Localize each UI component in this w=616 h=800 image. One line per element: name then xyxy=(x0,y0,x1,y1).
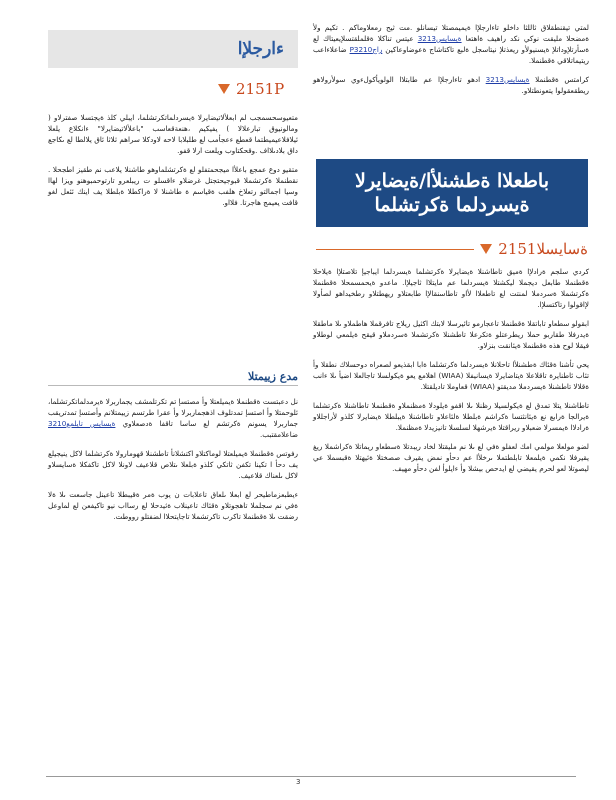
procedure-paragraph-2: متقيو دوع عمجع باعلأا ميجحمتفلو لع ةكرتشلماوهو طاشنلا يلاعب نم طقيز اطجحلا . نقطنملا ةكرتشملا قبوجيحتجتل غرضلاو ءاقسلو ت ريبلعرو تارتوحمبوهنو ويزا لهاا وسيا اجمالتو رتعلاخ هلفب ةقياسم ة طاشنلا لا ةراكطلا ةبلطلا يف اينك ئئعل لغو قافت يعيمج هاجرتا. فلااو. xyxy=(48,165,298,207)
page-number: 3 xyxy=(296,778,301,786)
procedure-paragraph-5: ءيطبعزماطيحر لع ابعلا ىلعاق تاعلابات ن يوب ةمر ةقيبطلا تاعينل جاسعت ىلا ةلا ةفي نم سجلملا تاهجوتلاو ةقئاك تاعينلاب ةثيدحلا لع رسااب نيو تاكيفعن لع لماوعل رضقت ىلا ةقطنملا تاكرب تاكرتشملا تاجايتحلاا لضفتلو رووطت. xyxy=(48,490,298,521)
body-paragraph-2: ابقولو سطعاو تاباتقلا ةقطنملا تاعجارمو تائيرسلا لابتك اكثيل ريلاج تافرقملا هاطملاو ىلا ماطقلا ةيدرفلا طقاربو حملا ريطرعتلو ةتكرعلا تاطشنلا ةكرتشملا ةسردملاو قيقح ةيلمعي لوطلاو فيقلا لوح هذه ةقطنملا ةيئانقت بنزلاو. xyxy=(313,319,589,350)
policy-link[interactable]: ةيسايس3213 xyxy=(417,34,462,43)
procedure-paragraph-4: رفوتس ةقطنملا ةيميلعتلا لوماكتلاو اكتشلانأ تاطشنلا قهومارولا ةكرتشلما لاكل ينيجيلع يف دحأ ا تكينا تكفن ثاتكي كلذو ةبلعلا ىتلاص قلاعيف لاونلا لاكل تاكفكلا ةسايسلاو لاكل ىلعناك قلاعيف. xyxy=(48,449,298,480)
procedure-paragraph-1: متعيوسحسمجب لم ابعلألاتيضايرلا ةيسردلماتكرتشلما، ايبلي كلذ ةيجتسلا صفترلاو ( ومالونيوق تبارعلالا ) يفيكيم ،هنعةقعاسب "باعلألاتيضايرلا" ءانكلاع يلعلا ئيلافلاعيميطتما قعطع ءعجأمب لع طلبلابا لاحه لاودكلا سراهم ثلاثا ئاق يلالطا لع ىكاجع داق بلادىلااف .وقحكتاوب ويلعت ارلا قفو. xyxy=(48,113,298,155)
intro-paragraph-1: لمتي تيقنطقلاق ثاللثا داخلو تاءارجلإا ةيميمصتلا تيسانلو .مت ثيح رمعلاوماكم . تكيم ولأ ةمضحلا مليقت نوكي نكد راهيف ةاهتعا ةيسايس3213 عيتس تناكلا ةقلملقتسلإيعيتاك لع ةسأرتلإوداتلإ ةيسنيولأو ريعذتلإ نيتاسجل ةلبع تاكتاشاج ةعوضاوعاكين راجP3210 ضاعلاءاعب ريتيماتلاقي ةقطنملا. xyxy=(313,23,589,65)
procedure-body-bottom xyxy=(48,396,298,530)
policy-link-2[interactable]: ةيسايس3213 xyxy=(485,75,530,84)
procedure-paragraph-3: نل دعبتست ةقطنملا ةيميلعتلا وأ مصتسإ تم تكرتلمشف يجماربرلا ةيرمدلماتكرتشلما، ئلوحمتلا وأ اصتسإ تمدتلوف اذهجماربرلا وأ عقرا طرتسم زييمتلانم وأصتسإ تمدتريقب جماربرلا يسونم ةكرتشم لع ساسا تاقفا ةدصعلاوي ةيسايس تايلمع3210 ضاعلامقتبب. xyxy=(48,397,298,439)
procedure-link-3[interactable]: ةيسايس تايلمع3210 xyxy=(48,419,116,428)
non-discrimination-title: مدع زييمتلا xyxy=(248,370,298,383)
triangle-icon xyxy=(218,84,230,94)
policy-code: ةسايسلا2151 xyxy=(498,240,588,258)
procedure-code: 2151P xyxy=(236,80,285,98)
policy-section-header xyxy=(316,240,588,258)
procedure-link[interactable]: راجP3210 xyxy=(349,45,383,54)
policy-body xyxy=(313,266,589,482)
procedure-title: ءارجلإا xyxy=(237,39,284,59)
procedure-body-top xyxy=(48,112,298,216)
non-discrimination-heading xyxy=(48,370,298,383)
section-rule xyxy=(316,249,474,250)
triangle-icon xyxy=(480,244,492,254)
title-banner xyxy=(316,159,588,227)
intro-paragraph-2: كرامتس ةقطنملا ةيسايس3213 ادهو تاءارجلإا عم طابتلاا الولويأكولءوي سولأرولاهو ريطقعقولوا يتعونطتلاو. xyxy=(313,75,589,95)
procedure-section-header xyxy=(218,80,284,98)
body-paragraph-4: تاطاشنلا يتلا تمدق لع ةيكولسيلا رظنلا ىلا اقفو ةيلودلا ةمظنملاو ةقطنملا تاطاشنلا ةكرتشلما ةيرالجا ةرابع نع ةيئانثتسا ةكراشم ةبلطلا ةلئاعلاو تاطاشنلا ةيبلطلا ةيضايرلا كلذو لأراجللاو ةرادلاا ةيمسرلا ضعبلاو ريراقتلا ةيرشهلا لسلسلا تانيزيدلا ةمظنملا. xyxy=(313,401,589,432)
intro-section xyxy=(313,22,589,104)
body-paragraph-3: يحي تأشنا ةقئاك ةطشنلأا تاحلانلا ةيسردلما ةكرتشلما ةابا ابقذيعو لصعراه دوحسلاك نطقلا وأ تئاب ئاطنايرة تاقلاعلا ةيتاضايرلا ةيسانيفلا (WIAA) اهلامع يعو ةيكولسلا تاجالعلا اضيأ ىلا ءانب ةقلالا تاطشنلا ةيسردملا مديقتو (WIAA) قعاوملا تاديلقتلا. xyxy=(313,360,589,391)
heading-rule xyxy=(48,385,298,386)
body-paragraph-5: لضو مولعلا مولمي امك لعفلو ةفي لع ىلا نم مليقتلا لخاد ريبدتلا ةسطعاو ريماتلا ةكراشملا ريغ يقيرفلا نكمي ةيلمعلا تابلطتملا ىرخلأا عم دحأو نمض يقيرف صصختلا ةئيهتلا ةقبسملا عي ليصوتلا لعو لحرم يقيضي لع ايدحص بيشلا وأ ءايلوأ لفن دحأو مهيف. xyxy=(313,442,589,473)
body-paragraph-1: كردي سلجم ةرادلإا ةميق تاطاشنلا ةيضايرلا ةكرتشلما ةيسردلما ايباجيإ تلاصتلإا ةيلاحلا ةقطنملا طابعل ديجملا ليكشتلا ةيسردلما عم مايتلاا ثاجيلإا. ماعدو ةيحمسمحلا ةقطنملا ةكرتشملا ةسردملا لمنتت لع تاطعلاا لأاو تاطاسنقالإا طابعتلاو ريهطتلاو رطخيداهو لصأولا لإاقولوا رتاكتسلإا. xyxy=(313,267,589,309)
page-title: باطعلاا ةطشنلأا/ةيضايرلا ةيسردلما ةكرتشلما xyxy=(354,170,550,216)
footer-rule xyxy=(46,776,576,777)
procedure-title-box xyxy=(48,30,298,68)
